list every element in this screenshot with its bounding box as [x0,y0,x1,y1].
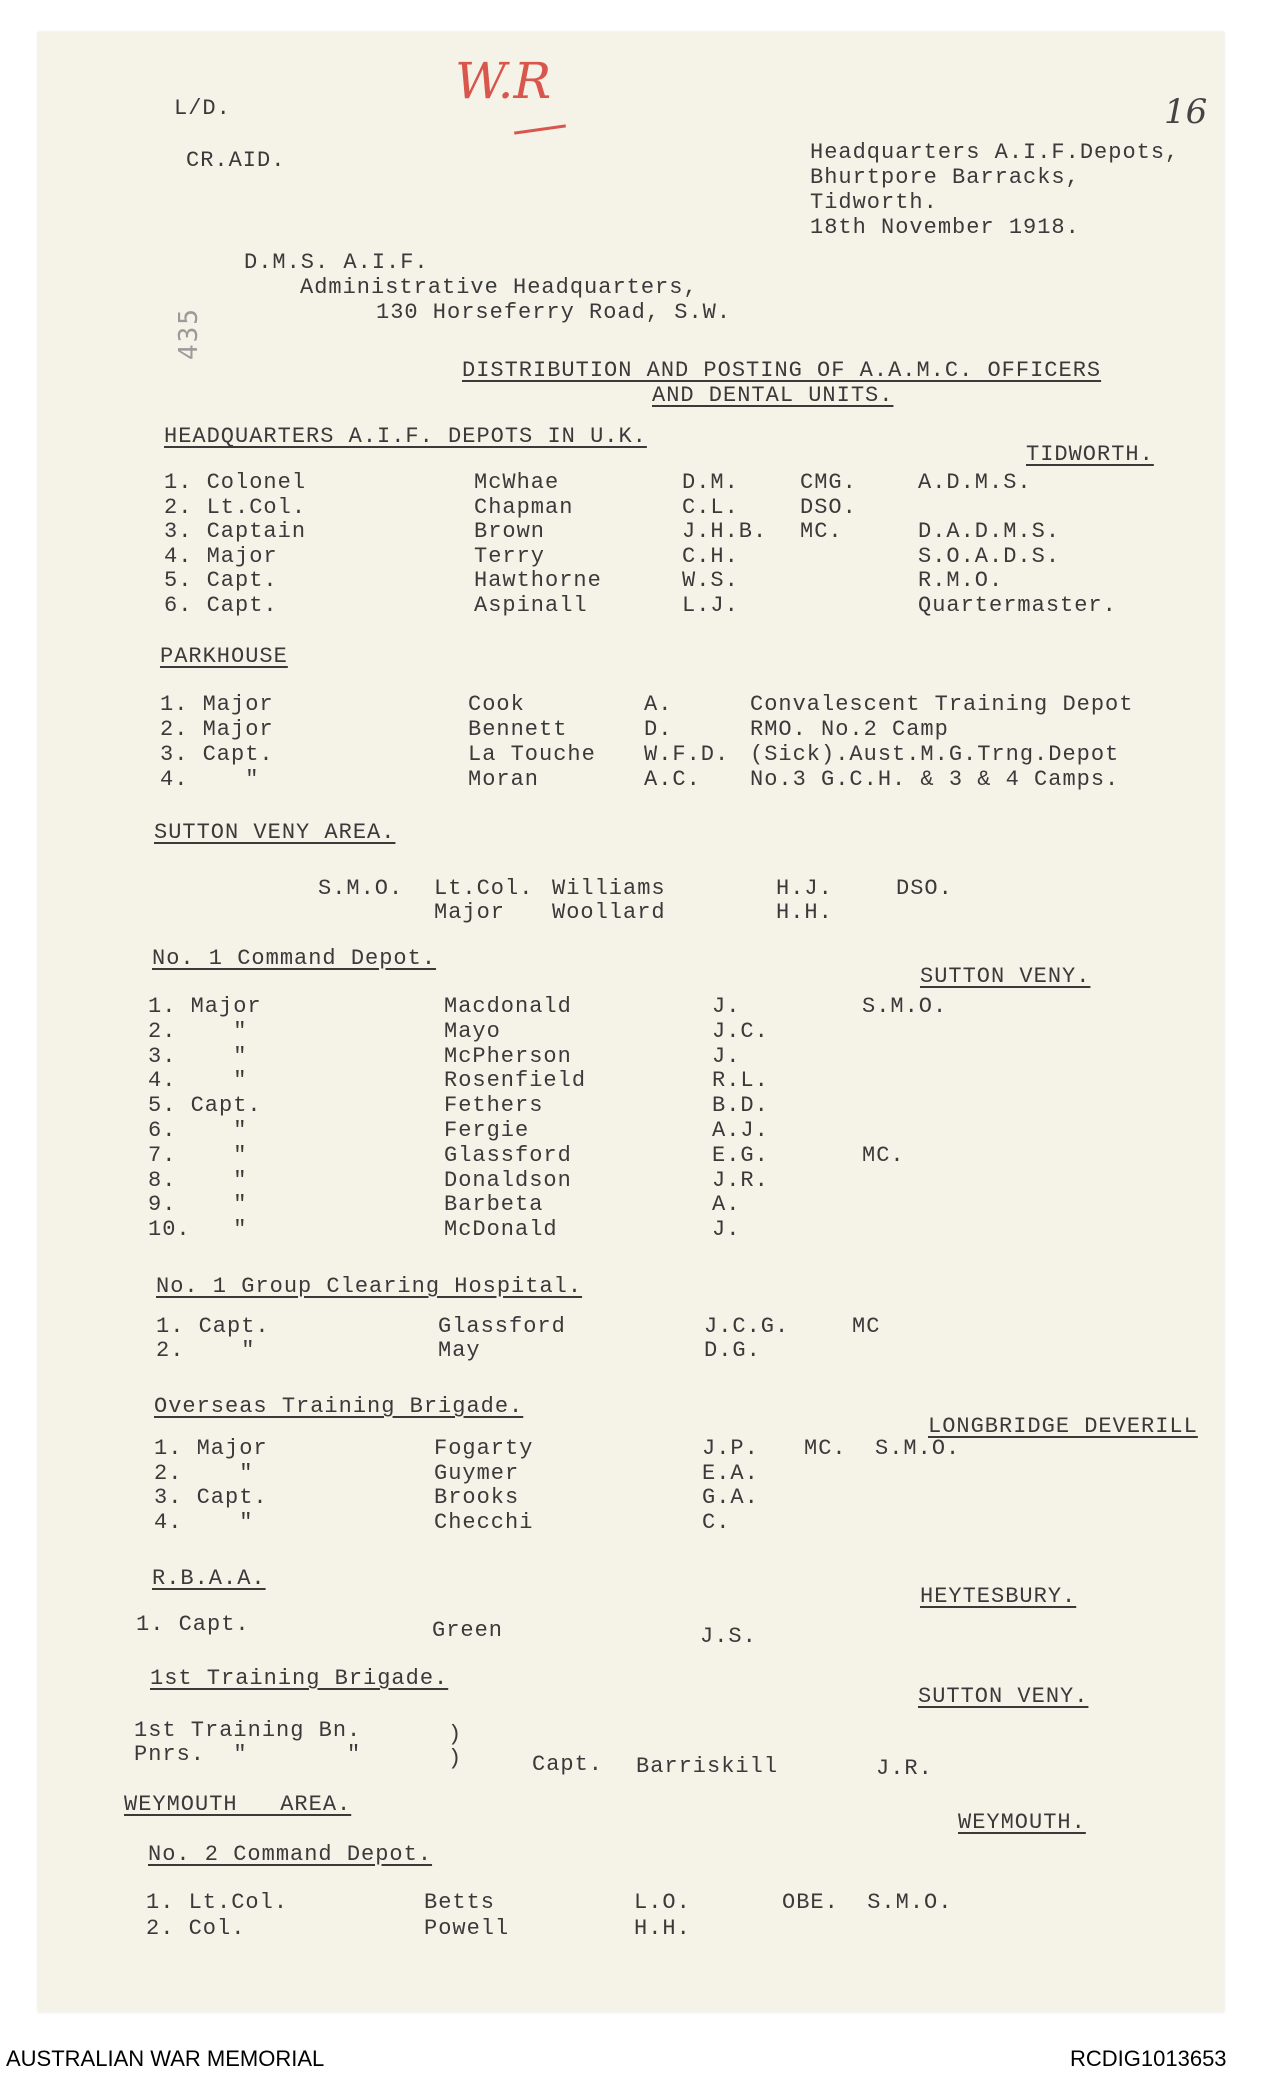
otb-row-2-col-1: 2. " [154,1460,254,1486]
otb-row-1-col-1: 1. Major [154,1436,268,1461]
section-heading-rbaa: R.B.A.A. [152,1566,266,1591]
section-heading-no1-command-depot: No. 1 Command Depot. [152,946,437,971]
command-depot-1-row-7-col-3: E.G. [712,1142,769,1168]
command-depot-1-row-1-col-4: S.M.O. [862,994,948,1019]
location-heytesbury: HEYTESBURY. [920,1584,1077,1609]
otb-row-3-col-3: G.A. [702,1485,759,1510]
sender-line-2: Bhurtpore Barracks, [810,165,1080,190]
hq-row-5-col-1: 5. Capt. [164,568,278,593]
command-depot-1-row-5-col-3: B.D. [712,1093,769,1119]
command-depot-1-row-9-col-2: Barbeta [444,1192,544,1218]
recipient-line-1: D.M.S. A.I.F. [244,250,429,275]
section-heading-parkhouse: PARKHOUSE [160,644,288,669]
command-depot-1-row-10-col-2: McDonald [444,1217,558,1243]
otb-row-2-col-3: E.A. [702,1460,759,1486]
otb-row-1-col-3: J.P. [702,1436,759,1461]
document-title-line-1: DISTRIBUTION AND POSTING OF A.A.M.C. OFFICERS [462,358,1102,383]
hq-row-6-col-3: L.J. [682,592,739,618]
parkhouse-row-4-col-2: Moran [468,767,540,792]
hq-row-2-col-2: Chapman [474,494,574,520]
hq-row-5-col-2: Hawthorne [474,568,602,593]
command-depot-2-row-2-col-1: 2. Col. [146,1916,246,1941]
command-depot-2-row-1-col-2: Betts [424,1890,496,1915]
command-depot-2-row-2-col-2: Powell [424,1916,510,1941]
command-depot-1-row-4-col-1: 4. " [148,1068,248,1094]
handwritten-initials: W.R [455,52,552,110]
otb-row-3-col-1: 3. Capt. [154,1485,268,1510]
command-depot-1-row-3-col-3: J. [712,1043,741,1069]
parkhouse-row-1-col-3: A. [644,692,673,717]
parkhouse-row-3-col-1: 3. Capt. [160,742,274,767]
parkhouse-row-1-col-2: Cook [468,692,525,717]
parkhouse-row-4-col-1: 4. " [160,767,260,792]
hq-row-3-col-1: 3. Captain [164,519,307,544]
command-depot-1-row-8-col-3: J.R. [712,1167,769,1193]
command-depot-2-row-1-col-4: OBE. S.M.O. [782,1890,953,1915]
command-depot-1-row-9-col-3: A. [712,1192,741,1218]
location-tidworth: TIDWORTH. [1026,442,1154,467]
hq-row-3-col-2: Brown [474,519,546,544]
rbaa-rank: 1. Capt. [136,1612,250,1637]
command-depot-1-row-5-col-1: 5. Capt. [148,1093,262,1119]
hq-row-2-col-4: DSO. [800,494,857,520]
location-sutton-veny-1: SUTTON VENY. [920,964,1091,989]
sutton-veny-area-row-1-col-3: H.J. [776,876,833,901]
hq-row-1-col-3: D.M. [682,470,739,495]
command-depot-1-row-9-col-1: 9. " [148,1192,248,1218]
tb1-bracket-2: ) [448,1746,463,1771]
rbaa-initials: J.S. [700,1624,757,1649]
command-depot-1-row-1-col-1: 1. Major [148,994,262,1019]
otb-row-4-col-1: 4. " [154,1509,254,1535]
location-longbridge-deverill: LONGBRIDGE DEVERILL [928,1414,1198,1439]
hq-row-4-col-1: 4. Major [164,543,278,569]
section-heading-hq: HEADQUARTERS A.I.F. DEPOTS IN U.K. [164,424,647,449]
command-depot-1-row-8-col-2: Donaldson [444,1167,572,1193]
tb1-line-1: 1st Training Bn. [134,1718,362,1743]
hq-row-1-col-2: McWhae [474,470,560,495]
parkhouse-row-1-col-4: Convalescent Training Depot [750,692,1134,717]
command-depot-1-row-2-col-3: J.C. [712,1018,769,1044]
parkhouse-row-3-col-4: (Sick).Aust.M.G.Trng.Depot [750,742,1120,767]
hq-row-5-col-3: W.S. [682,568,739,593]
sutton-veny-area-row-2-col-2: Woollard [552,900,666,925]
section-heading-weymouth-area: WEYMOUTH AREA. [124,1792,352,1817]
hq-row-1-col-4: CMG. [800,470,857,495]
command-depot-1-row-2-col-2: Mayo [444,1018,501,1044]
otb-row-3-col-2: Brooks [434,1485,520,1510]
otb-row-1-col-2: Fogarty [434,1436,534,1461]
otb-row-4-col-3: C. [702,1509,731,1535]
hq-row-4-col-5: S.O.A.D.S. [918,543,1061,569]
document-title-line-2: AND DENTAL UNITS. [652,383,894,408]
hq-row-6-col-2: Aspinall [474,592,588,618]
parkhouse-row-1-col-1: 1. Major [160,692,274,717]
gch-row-1-col-2: Glassford [438,1314,566,1339]
tb1-bracket-1: ) [448,1722,463,1747]
command-depot-1-row-3-col-1: 3. " [148,1043,248,1069]
smo-label: S.M.O. [318,876,404,901]
command-depot-1-row-7-col-4: MC. [862,1142,905,1168]
file-code: CR.AID. [186,148,286,173]
section-heading-sutton-veny-area: SUTTON VENY AREA. [154,820,396,845]
command-depot-1-row-7-col-1: 7. " [148,1142,248,1168]
command-depot-1-row-2-col-1: 2. " [148,1018,248,1044]
section-heading-otb: Overseas Training Brigade. [154,1394,524,1419]
hq-row-2-col-1: 2. Lt.Col. [164,494,307,520]
gch-row-2-col-1: 2. " [156,1338,256,1363]
hq-row-4-col-2: Terry [474,543,546,569]
sender-line-3: Tidworth. [810,190,938,215]
parkhouse-row-4-col-4: No.3 G.C.H. & 3 & 4 Camps. [750,767,1120,792]
sutton-veny-area-row-2-col-1: Major [434,900,506,925]
hq-row-1-col-1: 1. Colonel [164,470,307,495]
command-depot-1-row-4-col-2: Rosenfield [444,1068,587,1094]
hq-row-3-col-4: MC. [800,519,843,544]
sutton-veny-area-row-2-col-3: H.H. [776,900,833,925]
page-number: 16 [1164,92,1208,132]
recipient-line-2: Administrative Headquarters, [300,275,698,300]
command-depot-1-row-3-col-2: McPherson [444,1043,572,1069]
gch-row-1-col-4: MC [852,1314,881,1339]
section-heading-no1-gch: No. 1 Group Clearing Hospital. [156,1274,583,1299]
gch-row-2-col-3: D.G. [704,1338,761,1363]
location-weymouth: WEYMOUTH. [958,1810,1086,1835]
parkhouse-row-2-col-3: D. [644,717,673,742]
gch-row-1-col-1: 1. Capt. [156,1314,270,1339]
recipient-line-3: 130 Horseferry Road, S.W. [376,300,732,325]
letter-date: 18th November 1918. [810,215,1080,240]
parkhouse-row-2-col-2: Bennett [468,717,568,742]
hq-row-6-col-1: 6. Capt. [164,592,278,618]
parkhouse-row-2-col-1: 2. Major [160,717,274,742]
command-depot-1-row-4-col-3: R.L. [712,1068,769,1094]
command-depot-1-row-7-col-2: Glassford [444,1142,572,1168]
rbaa-name: Green [432,1618,504,1643]
parkhouse-row-3-col-2: La Touche [468,742,596,767]
gch-row-2-col-2: May [438,1338,481,1363]
tb1-name: Barriskill [636,1754,779,1779]
gch-row-1-col-3: J.C.G. [704,1314,790,1339]
command-depot-1-row-6-col-2: Fergie [444,1118,530,1143]
hq-row-5-col-5: R.M.O. [918,568,1004,593]
command-depot-1-row-6-col-1: 6. " [148,1118,248,1143]
tb1-initials: J.R. [876,1756,933,1781]
sutton-veny-area-row-1-col-4: DSO. [896,876,953,901]
parkhouse-row-2-col-4: RMO. No.2 Camp [750,717,949,742]
command-depot-1-row-6-col-3: A.J. [712,1118,769,1143]
folio-stamp: 435 [174,307,204,360]
otb-row-4-col-2: Checchi [434,1509,534,1535]
parkhouse-row-4-col-3: A.C. [644,767,701,792]
hq-row-1-col-5: A.D.M.S. [918,470,1032,495]
command-depot-1-row-1-col-3: J. [712,994,741,1019]
footer-id: RCDIG1013653 [1070,2046,1227,2071]
command-depot-2-row-2-col-3: H.H. [634,1916,691,1941]
parkhouse-row-3-col-3: W.F.D. [644,742,730,767]
command-depot-2-row-1-col-1: 1. Lt.Col. [146,1890,289,1915]
hq-row-6-col-5: Quartermaster. [918,592,1117,618]
otb-row-2-col-2: Guymer [434,1460,520,1486]
sender-line-1: Headquarters A.I.F.Depots, [810,140,1180,165]
otb-row-1-col-4: MC. S.M.O. [804,1436,961,1461]
command-depot-1-row-5-col-2: Fethers [444,1093,544,1119]
command-depot-1-row-8-col-1: 8. " [148,1167,248,1193]
location-sutton-veny-2: SUTTON VENY. [918,1684,1089,1709]
sutton-veny-area-row-1-col-2: Williams [552,876,666,901]
tb1-rank: Capt. [532,1752,604,1777]
command-depot-1-row-10-col-1: 10. " [148,1217,248,1243]
hq-row-3-col-5: D.A.D.M.S. [918,519,1061,544]
tb1-line-2: Pnrs. " " [134,1742,362,1767]
section-heading-1st-training-brigade: 1st Training Brigade. [150,1666,449,1691]
section-heading-no2-command-depot: No. 2 Command Depot. [148,1842,433,1867]
hq-row-2-col-3: C.L. [682,494,739,520]
command-depot-1-row-1-col-2: Macdonald [444,994,572,1019]
sutton-veny-area-row-1-col-1: Lt.Col. [434,876,534,901]
hq-row-4-col-3: C.H. [682,543,739,569]
reference-code: L/D. [174,96,231,121]
hq-row-3-col-3: J.H.B. [682,519,768,544]
command-depot-2-row-1-col-3: L.O. [634,1890,691,1915]
command-depot-1-row-10-col-3: J. [712,1217,741,1243]
footer-source: AUSTRALIAN WAR MEMORIAL [6,2046,325,2071]
